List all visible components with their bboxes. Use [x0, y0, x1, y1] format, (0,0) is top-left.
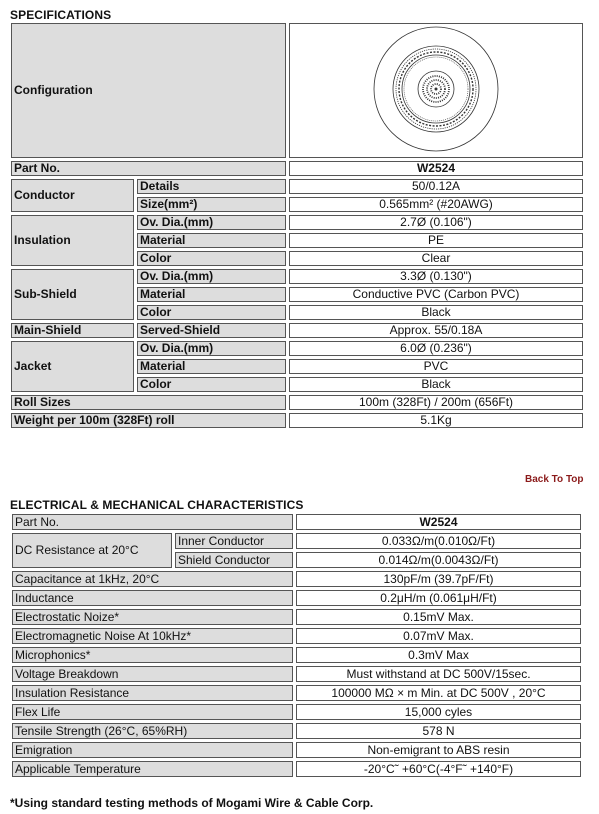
row-label: Tensile Strength (26°C, 65%RH): [12, 723, 293, 739]
row-value: 0.15mV Max.: [296, 609, 581, 625]
row-value: 130pF/m (39.7pF/Ft): [296, 571, 581, 587]
row-value: 100000 MΩ × m Min. at DC 500V , 20°C: [296, 685, 581, 701]
jacket-ovdia-label: Ov. Dia.(mm): [137, 341, 286, 356]
row-label: Applicable Temperature: [12, 761, 293, 777]
mainshield-label: Main-Shield: [11, 323, 134, 338]
insulation-color-label: Color: [137, 251, 286, 266]
row-label: Microphonics*: [12, 647, 293, 663]
part-no-value: W2524: [289, 161, 583, 176]
conductor-details-value: 50/0.12A: [289, 179, 583, 194]
weight-label: Weight per 100m (328Ft) roll: [11, 413, 286, 428]
roll-sizes-label: Roll Sizes: [11, 395, 286, 410]
row-label: Inductance: [12, 590, 293, 606]
weight-value: 5.1Kg: [289, 413, 583, 428]
row-value: 0.3mV Max: [296, 647, 581, 663]
inner-conductor-value: 0.033Ω/m(0.010Ω/Ft): [296, 533, 581, 549]
inner-conductor-label: Inner Conductor: [175, 533, 293, 549]
subshield-material-value: Conductive PVC (Carbon PVC): [289, 287, 583, 302]
row-label: Electromagnetic Noise At 10kHz*: [12, 628, 293, 644]
roll-sizes-value: 100m (328Ft) / 200m (656Ft): [289, 395, 583, 410]
row-label: Insulation Resistance: [12, 685, 293, 701]
row-value: 0.2μH/m (0.061μH/Ft): [296, 590, 581, 606]
conductor-size-value: 0.565mm² (#20AWG): [289, 197, 583, 212]
cable-cross-section: [289, 23, 583, 158]
insulation-label: Insulation: [11, 215, 134, 266]
jacket-color-value: Black: [289, 377, 583, 392]
part-no-label: Part No.: [11, 161, 286, 176]
elec-part-no-label: Part No.: [12, 514, 293, 530]
conductor-size-label: Size(mm²): [137, 197, 286, 212]
row-value: Non-emigrant to ABS resin: [296, 742, 581, 758]
insulation-material-value: PE: [289, 233, 583, 248]
row-label: Capacitance at 1kHz, 20°C: [12, 571, 293, 587]
subshield-ovdia-label: Ov. Dia.(mm): [137, 269, 286, 284]
insulation-ovdia-label: Ov. Dia.(mm): [137, 215, 286, 230]
mainshield-value: Approx. 55/0.18A: [289, 323, 583, 338]
jacket-material-label: Material: [137, 359, 286, 374]
row-label: Emigration: [12, 742, 293, 758]
subshield-color-label: Color: [137, 305, 286, 320]
subshield-material-label: Material: [137, 287, 286, 302]
subshield-color-value: Black: [289, 305, 583, 320]
insulation-material-label: Material: [137, 233, 286, 248]
row-label: Electrostatic Noize*: [12, 609, 293, 625]
insulation-ovdia-value: 2.7Ø (0.106"): [289, 215, 583, 230]
row-label: Voltage Breakdown: [12, 666, 293, 682]
elec-table: [9, 511, 584, 780]
back-to-top-link[interactable]: Back To Top: [525, 474, 584, 485]
shield-conductor-value: 0.014Ω/m(0.0043Ω/Ft): [296, 552, 581, 568]
insulation-color-value: Clear: [289, 251, 583, 266]
conductor-label: Conductor: [11, 179, 134, 212]
elec-part-no-value: W2524: [296, 514, 581, 530]
mainshield-type-label: Served-Shield: [137, 323, 286, 338]
row-value: -20°C˜ +60°C(-4°F˜ +140°F): [296, 761, 581, 777]
jacket-ovdia-value: 6.0Ø (0.236"): [289, 341, 583, 356]
subshield-label: Sub-Shield: [11, 269, 134, 320]
footnote: *Using standard testing methods of Mogami Wire & Cable Corp.: [10, 796, 374, 810]
conductor-details-label: Details: [137, 179, 286, 194]
elec-heading: ELECTRICAL & MECHANICAL CHARACTERISTICS: [10, 498, 304, 512]
subshield-ovdia-value: 3.3Ø (0.130"): [289, 269, 583, 284]
jacket-material-value: PVC: [289, 359, 583, 374]
dc-resistance-label: DC Resistance at 20°C: [12, 533, 172, 568]
row-value: 578 N: [296, 723, 581, 739]
row-value: 0.07mV Max.: [296, 628, 581, 644]
cable-diagram-icon: [371, 24, 501, 154]
shield-conductor-label: Shield Conductor: [175, 552, 293, 568]
spec-heading: SPECIFICATIONS: [10, 8, 112, 22]
spec-table: [8, 20, 586, 431]
jacket-color-label: Color: [137, 377, 286, 392]
row-label: Flex Life: [12, 704, 293, 720]
row-value: Must withstand at DC 500V/15sec.: [296, 666, 581, 682]
config-label: Configuration: [11, 23, 286, 158]
row-value: 15,000 cyles: [296, 704, 581, 720]
jacket-label: Jacket: [11, 341, 134, 392]
